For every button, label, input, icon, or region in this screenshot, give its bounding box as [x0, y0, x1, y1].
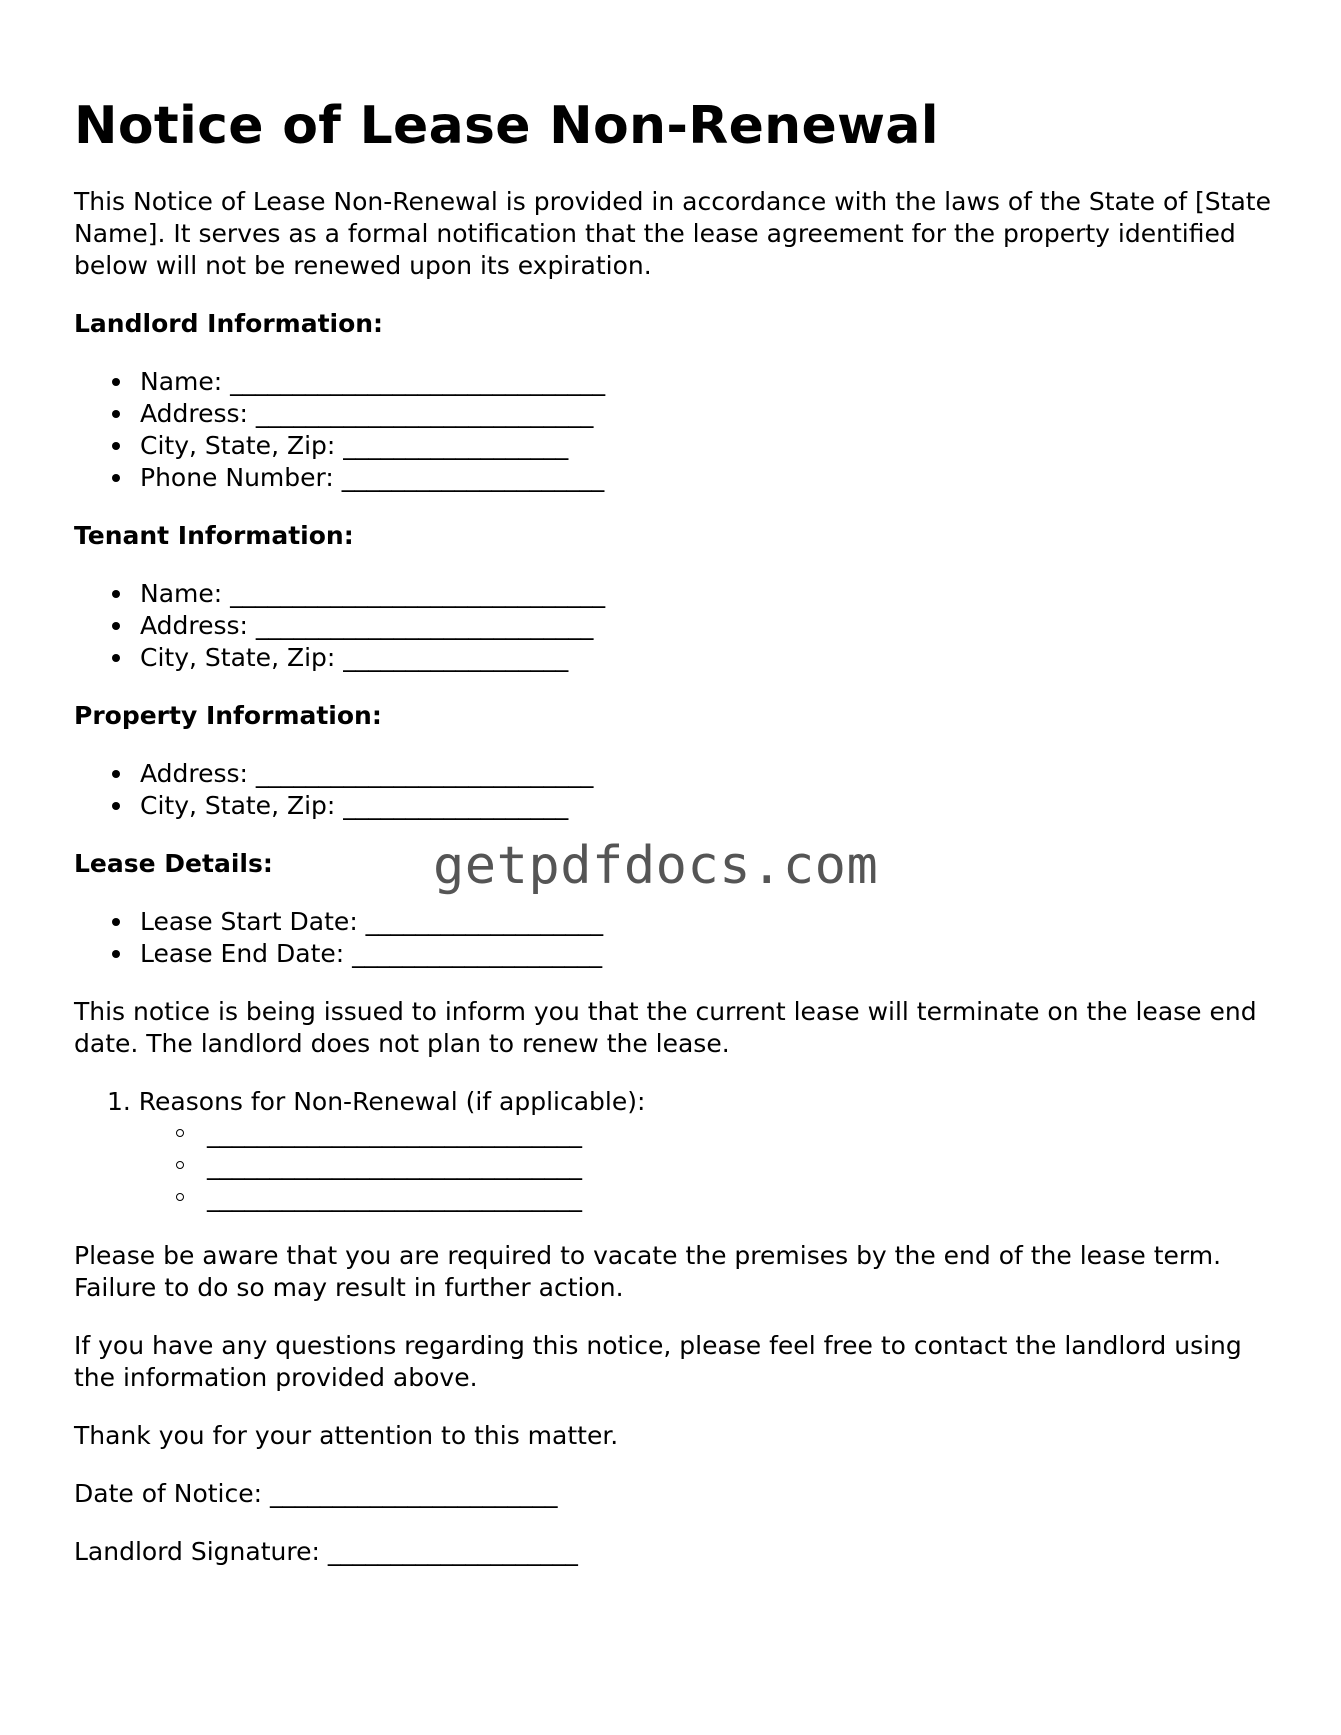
bullet-icon [112, 410, 120, 418]
bullet-icon [112, 654, 120, 662]
lease-fields [74, 906, 1274, 970]
reasons-item [74, 1086, 1274, 1118]
reasons-label: 1. Reasons for Non-Renewal (if applicable): [107, 1087, 646, 1116]
bullet-icon [112, 918, 120, 926]
tenant-name-field: Name: ______________________________ [74, 578, 1274, 610]
landlord-phone-field: Phone Number: _____________________ [74, 462, 1274, 494]
lease-end-field: Lease End Date: ____________________ [74, 938, 1274, 970]
reasons-lines [74, 1118, 1274, 1214]
property-fields [74, 758, 1274, 822]
bullet-icon [112, 770, 120, 778]
bullet-icon [112, 622, 120, 630]
landlord-name-field: Name: ______________________________ [74, 366, 1274, 398]
property-heading: Property Information: [74, 701, 382, 730]
bullet-icon [112, 950, 120, 958]
landlord-city-field: City, State, Zip: __________________ [74, 430, 1274, 462]
landlord-address-field: Address: ___________________________ [74, 398, 1274, 430]
bullet-icon [112, 802, 120, 810]
bullet-icon [112, 442, 120, 450]
landlord-signature-field: Landlord Signature: ____________________ [74, 1537, 578, 1566]
circle-bullet-icon [176, 1193, 184, 1201]
intro-paragraph: This Notice of Lease Non-Renewal is provided in accordance with the laws of the State of [State Name]. It serves as a formal notification that the lease agreement for the property identified below will not be renewed upon its expiration. [74, 187, 1271, 280]
notice-paragraph: This notice is being issued to inform you that the current lease will terminate on the lease end date. The landlord does not plan to renew the lease. [74, 997, 1257, 1058]
landlord-heading: Landlord Information: [74, 309, 384, 338]
vacate-paragraph: Please be aware that you are required to vacate the premises by the end of the lease term. Failure to do so may result in further action. [74, 1241, 1222, 1302]
watermark: getpdfdocs.com [433, 836, 879, 896]
bullet-icon [112, 590, 120, 598]
questions-paragraph: If you have any questions regarding this notice, please feel free to contact the landlord using the information provided above. [74, 1331, 1242, 1392]
thanks-paragraph: Thank you for your attention to this matter. [74, 1421, 619, 1450]
lease-start-field: Lease Start Date: ___________________ [74, 906, 1274, 938]
document-title: Notice of Lease Non-Renewal [74, 96, 939, 156]
tenant-city-field: City, State, Zip: __________________ [74, 642, 1274, 674]
reason-line-1: ______________________________ [74, 1118, 1274, 1150]
date-of-notice-field: Date of Notice: _______________________ [74, 1479, 558, 1508]
document-page [74, 96, 1274, 1568]
reasons-list [74, 1086, 1274, 1118]
tenant-address-field: Address: ___________________________ [74, 610, 1274, 642]
tenant-fields [74, 578, 1274, 674]
circle-bullet-icon [176, 1161, 184, 1169]
bullet-icon [112, 474, 120, 482]
lease-heading: Lease Details: [74, 849, 273, 878]
reason-line-3: ______________________________ [74, 1182, 1274, 1214]
circle-bullet-icon [176, 1129, 184, 1137]
reason-line-2: ______________________________ [74, 1150, 1274, 1182]
property-address-field: Address: ___________________________ [74, 758, 1274, 790]
tenant-heading: Tenant Information: [74, 521, 354, 550]
landlord-fields [74, 366, 1274, 494]
property-city-field: City, State, Zip: __________________ [74, 790, 1274, 822]
bullet-icon [112, 378, 120, 386]
